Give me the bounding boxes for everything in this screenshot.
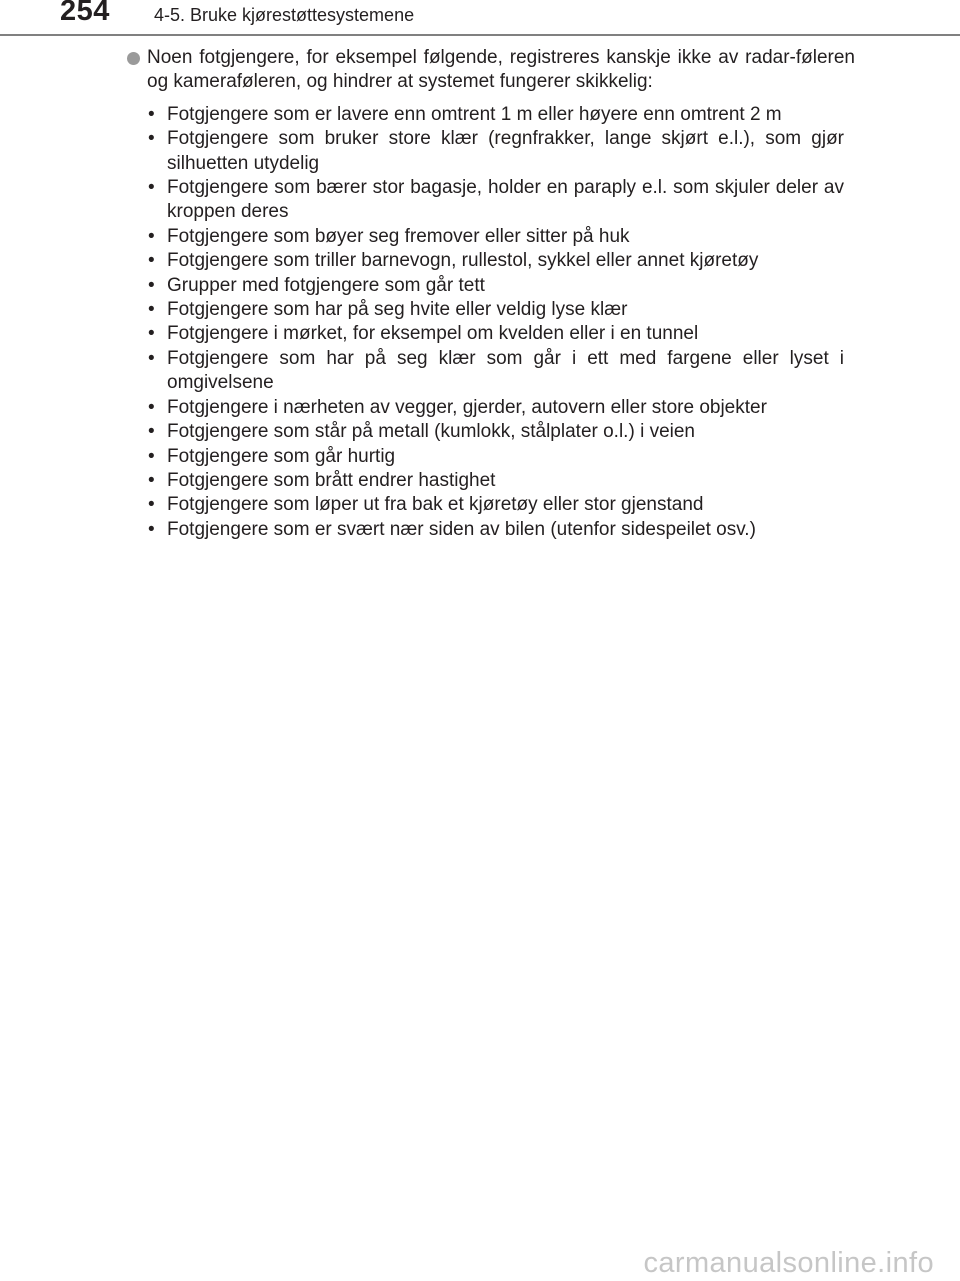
list-item	[127, 518, 855, 542]
bullet-icon: •	[148, 323, 155, 345]
main-content	[127, 46, 855, 542]
list-item	[127, 493, 855, 517]
list-item-text: Fotgjengere som er svært nær siden av bilen (utenfor sidespeilet osv.)	[167, 518, 756, 540]
list-item	[127, 445, 855, 469]
page-number: 254	[60, 0, 110, 27]
bullet-icon: •	[148, 225, 155, 247]
list-item-text: Fotgjengere i mørket, for eksempel om kvelden eller i en tunnel	[167, 323, 699, 345]
list-item	[127, 298, 855, 322]
bullet-icon: •	[148, 445, 155, 467]
page-header	[0, 0, 960, 40]
section-title: 4-5. Bruke kjørestøttesystemene	[154, 5, 415, 25]
list-item	[127, 396, 855, 420]
bullet-icon: •	[148, 347, 155, 369]
bullet-icon: •	[148, 274, 155, 296]
bullet-icon: •	[148, 469, 155, 491]
bullet-icon: •	[148, 103, 155, 125]
list-item-text: Fotgjengere som bruker store klær (regnfrakker, lange skjørt e.l.), som gjør silhuetten utydelig	[167, 128, 844, 174]
list-item	[127, 420, 855, 444]
bullet-icon: •	[148, 299, 155, 321]
list-item-text: Grupper med fotgjengere som går tett	[167, 274, 485, 296]
list-item-text: Fotgjengere som er lavere enn omtrent 1 m eller høyere enn omtrent 2 m	[167, 103, 782, 125]
intro-paragraph	[127, 46, 855, 95]
bullet-icon: •	[148, 421, 155, 443]
watermark: carmanualsonline.info	[643, 1247, 934, 1279]
list-item-text: Fotgjengere i nærheten av vegger, gjerder, autovern eller store objekter	[167, 396, 767, 418]
list-item-text: Fotgjengere som har på seg hvite eller veldig lyse klær	[167, 299, 628, 321]
list-item	[127, 347, 855, 396]
list-item-text: Fotgjengere som løper ut fra bak et kjøretøy eller stor gjenstand	[167, 494, 704, 516]
round-bullet-icon	[127, 52, 140, 65]
list-item-text: Fotgjengere som brått endrer hastighet	[167, 469, 496, 491]
list-item-text: Fotgjengere som bærer stor bagasje, holder en paraply e.l. som skjuler deler av kroppen deres	[167, 177, 844, 223]
list-item	[127, 322, 855, 346]
bullet-icon: •	[148, 518, 155, 540]
bullet-icon: •	[148, 177, 155, 199]
bullet-icon: •	[148, 128, 155, 150]
list-item-text: Fotgjengere som har på seg klær som går i ett med fargene eller lyset i omgivelsene	[167, 347, 844, 394]
list-item-text: Fotgjengere som bøyer seg fremover eller sitter på huk	[167, 225, 630, 247]
list-item	[127, 274, 855, 298]
header-divider	[0, 34, 960, 36]
list-item	[127, 249, 855, 273]
pedestrian-list	[127, 103, 855, 542]
list-item	[127, 469, 855, 493]
list-item	[127, 225, 855, 249]
list-item	[127, 176, 855, 225]
bullet-icon: •	[148, 396, 155, 418]
list-item-text: Fotgjengere som går hurtig	[167, 445, 396, 467]
bullet-icon: •	[148, 494, 155, 516]
list-item-text: Fotgjengere som står på metall (kumlokk, stålplater o.l.) i veien	[167, 421, 695, 443]
list-item	[127, 103, 855, 127]
list-item-text: Fotgjengere som triller barnevogn, rullestol, sykkel eller annet kjøretøy	[167, 250, 759, 272]
bullet-icon: •	[148, 250, 155, 272]
intro-text: Noen fotgjengere, for eksempel følgende, registreres kanskje ikke av radar-føleren og kameraføleren, og hindrer at systemet fungerer skikkelig:	[147, 47, 855, 93]
list-item	[127, 127, 855, 176]
